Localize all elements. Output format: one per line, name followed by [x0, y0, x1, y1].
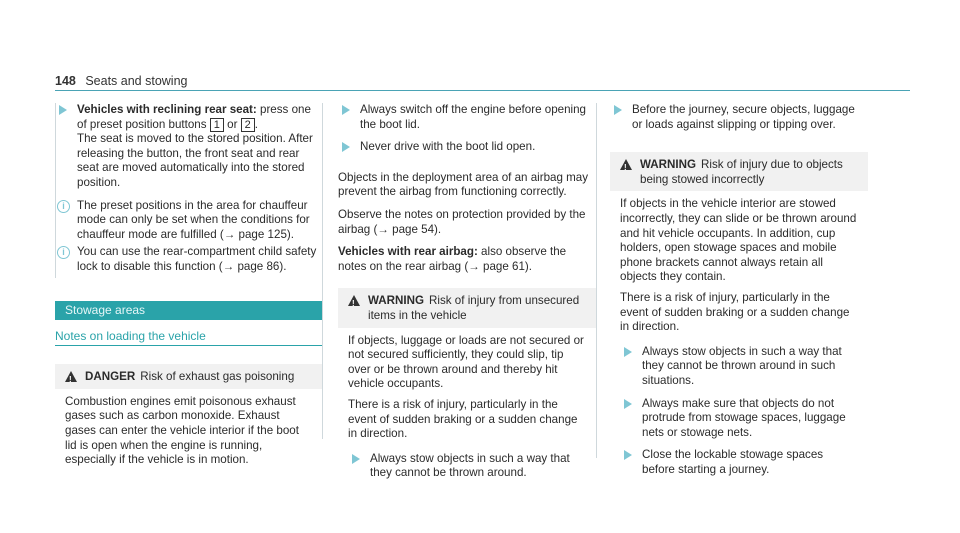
warning-header — [610, 152, 868, 191]
arrow-icon — [614, 105, 622, 115]
arrow-icon — [342, 105, 350, 115]
preset-key-1: 1 — [210, 118, 224, 132]
note-text: The preset positions in the area for chauffeur mode can only be set when the conditions for chauffeur mode are fulfilled (→ page 125). — [77, 198, 310, 241]
page-header — [55, 74, 188, 88]
danger-box — [55, 364, 323, 468]
item-text: Always make sure that objects do not protrude from stowage spaces, luggage nets or stowage nets. — [642, 396, 846, 439]
item-text: Close the lockable stowage spaces before starting a journey. — [642, 448, 824, 476]
column-1 — [55, 103, 323, 474]
note-text: You can use the rear-compartment child safety lock to disable this function (→ page 86). — [77, 245, 317, 273]
warning-body — [338, 328, 596, 481]
warning-triangle-icon — [620, 159, 632, 170]
arrow-icon — [624, 450, 632, 460]
arrow-icon — [624, 347, 632, 357]
section-title: Stowage areas — [55, 301, 323, 320]
arrow-icon — [59, 105, 67, 115]
warning-title: Risk of injury due to objects being stowed incorrectly — [640, 158, 843, 186]
header-rule — [55, 90, 910, 91]
column-2 — [338, 103, 596, 489]
item-text: Always stow objects in such a way that they cannot be thrown around in such situations. — [642, 344, 842, 387]
paragraph-title: Vehicles with rear airbag: — [338, 245, 478, 259]
column-3 — [610, 103, 868, 485]
warning-title: Risk of injury from unsecured items in the vehicle — [368, 294, 580, 322]
paragraph-text: also observe the notes on the rear airbag (→ page 61). — [338, 245, 567, 273]
warning-body — [610, 191, 868, 477]
warning-box — [610, 152, 868, 477]
list-item — [620, 397, 858, 441]
column-divider — [322, 103, 323, 439]
paragraph — [338, 245, 596, 274]
page-number: 148 — [55, 74, 76, 88]
danger-text: Combustion engines emit poisonous exhaust gases such as carbon monoxide. Exhaust gases can enter the vehicle interior if the boot lid is open when the engine is running, especially if the vehicle is in motion. — [65, 394, 299, 467]
item-text: The seat is moved to the stored position. After releasing the button, the front seat and rear seat are moved automatically into the stored position. — [77, 132, 313, 189]
list-item — [620, 448, 858, 477]
warning-text: If objects in the vehicle interior are stowed incorrectly, they can slide or be thrown around and hit vehicle occupants. In addition, cup holders, open stowage spaces and mobile phone brackets cannot always retain all objects they contain. — [620, 197, 857, 284]
item-text: Never drive with the boot lid open. — [360, 140, 536, 154]
arrow-icon — [342, 142, 350, 152]
danger-header — [55, 364, 323, 389]
paragraph: Observe the notes on protection provided by the airbag (→ page 54). — [338, 207, 586, 236]
item-text: . — [254, 117, 259, 131]
list-item — [55, 103, 323, 191]
item-text: Always stow objects in such a way that they cannot be thrown around. — [370, 451, 570, 480]
info-note — [55, 199, 323, 243]
item-text: or — [223, 117, 241, 131]
item-text: Before the journey, secure objects, luggage or loads against slipping or tipping over. — [632, 103, 855, 131]
warning-header — [338, 288, 596, 327]
warning-text: If objects, luggage or loads are not secured or not secured sufficiently, they could slip, tip over or be thrown around and thereby hit vehicle occupants. — [348, 333, 584, 391]
warning-triangle-icon — [348, 295, 360, 306]
list-item — [610, 103, 868, 132]
danger-label: DANGER — [85, 370, 136, 384]
danger-body — [55, 389, 323, 468]
item-title: Vehicles with reclining rear seat: — [77, 103, 257, 116]
warning-box — [338, 288, 596, 481]
list-item — [620, 345, 858, 389]
warning-label: WARNING — [640, 158, 697, 172]
list-item — [338, 140, 596, 155]
column-divider — [596, 103, 597, 458]
danger-title: Risk of exhaust gas poisoning — [140, 370, 295, 384]
warning-text: There is a risk of injury, particularly in the event of sudden braking or a sudden change in direction. — [348, 397, 578, 441]
item-text: press one of preset position buttons — [77, 103, 311, 131]
paragraph: Objects in the deployment area of an airbag may prevent the airbag from functioning correctly. — [338, 170, 589, 199]
info-icon: i — [57, 200, 70, 213]
warning-text: There is a risk of injury, particularly in the event of sudden braking or a sudden change in direction. — [620, 290, 850, 334]
item-text: Always switch off the engine before opening the boot lid. — [360, 103, 587, 131]
warning-label: WARNING — [368, 294, 425, 308]
arrow-icon — [352, 454, 360, 464]
warning-triangle-icon — [65, 371, 77, 382]
info-icon: i — [57, 246, 70, 259]
info-note — [55, 245, 323, 274]
arrow-icon — [624, 399, 632, 409]
chapter-title: Seats and stowing — [85, 74, 188, 88]
list-item — [338, 103, 596, 132]
preset-key-2: 2 — [241, 118, 255, 132]
list-item — [348, 452, 586, 481]
subsection-title: Notes on loading the vehicle — [55, 329, 323, 347]
